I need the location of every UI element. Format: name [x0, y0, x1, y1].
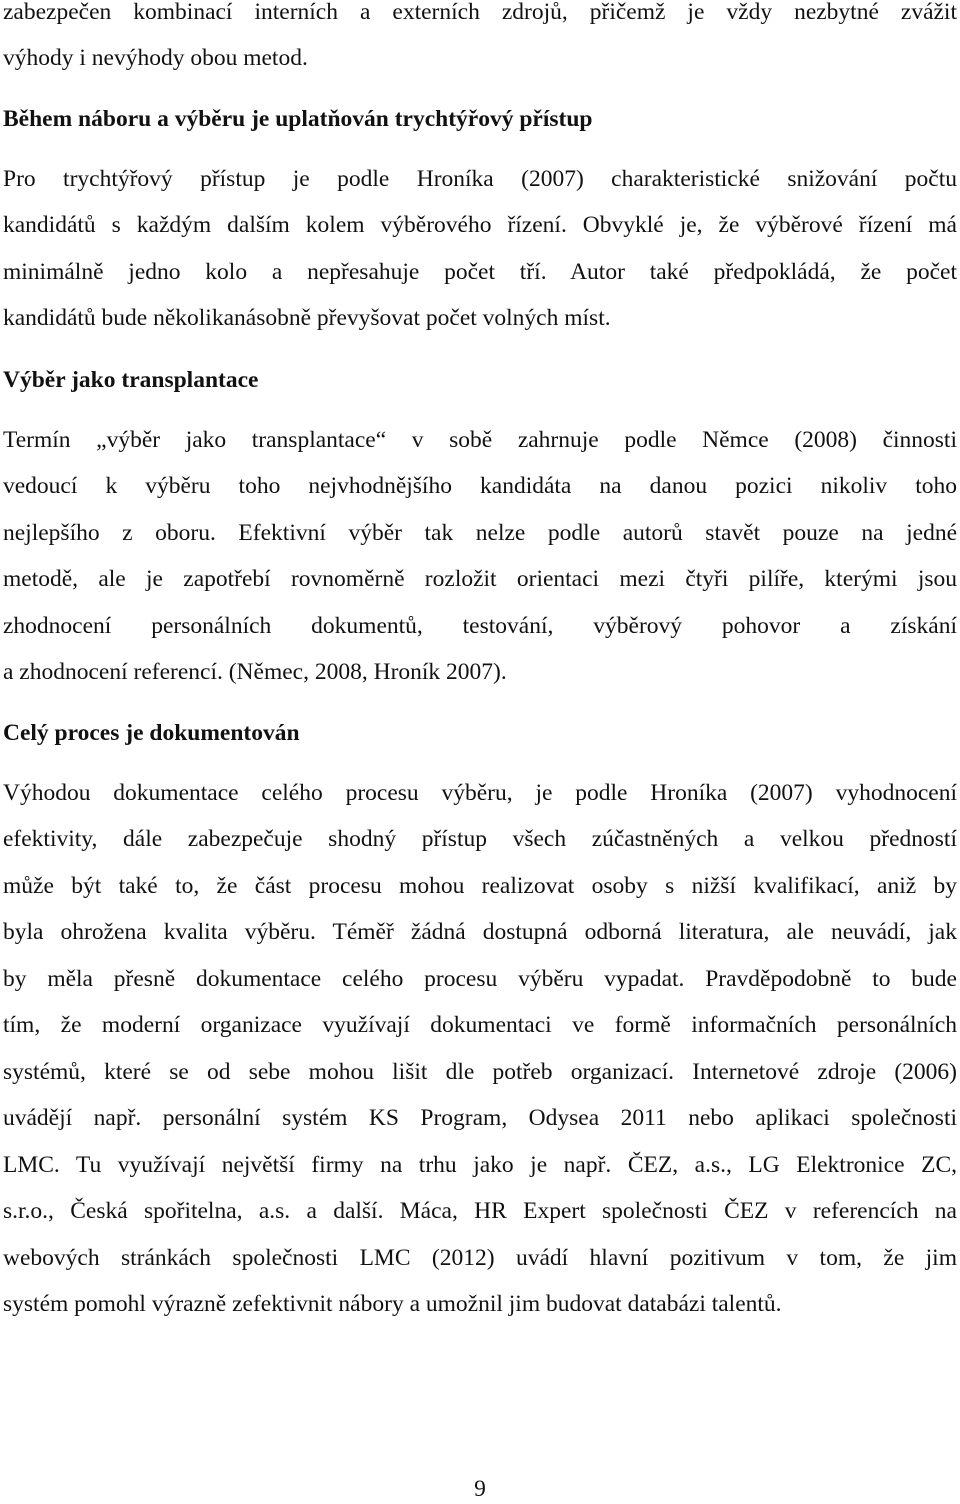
- paragraph-line: zhodnocení personálních dokumentů, testování, výběrový pohovor a získání: [3, 613, 957, 639]
- paragraph-line: vedoucí k výběru toho nejvhodnějšího kandidáta na danou pozici nikoliv toho: [3, 473, 957, 499]
- paragraph-line: Výhodou dokumentace celého procesu výběru, je podle Hroníka (2007) vyhodnocení: [3, 780, 957, 806]
- paragraph-line: nejlepšího z oboru. Efektivní výběr tak nelze podle autorů stavět pouze na jedné: [3, 520, 957, 546]
- paragraph-line: Termín „výběr jako transplantace“ v sobě zahrnuje podle Němce (2008) činnosti: [3, 427, 957, 453]
- section-heading: Výběr jako transplantace: [3, 367, 259, 393]
- paragraph-line: tím, že moderní organizace využívají dokumentaci ve formě informačních personálních: [3, 1012, 957, 1038]
- section-heading: Celý proces je dokumentován: [3, 720, 300, 746]
- paragraph-line: systémů, které se od sebe mohou lišit dle potřeb organizací. Internetové zdroje (2006): [3, 1059, 957, 1085]
- paragraph-line: Pro trychtýřový přístup je podle Hroníka (2007) charakteristické snižování počtu: [3, 166, 957, 192]
- section-heading: Během náboru a výběru je uplatňován trychtýřový přístup: [3, 106, 593, 132]
- paragraph-line: webových stránkách společnosti LMC (2012) uvádí hlavní pozitivum v tom, že jim: [3, 1245, 957, 1271]
- paragraph-line: byla ohrožena kvalita výběru. Téměř žádná dostupná odborná literatura, ale neuvádí, jak: [3, 919, 957, 945]
- paragraph-line: kandidátů s každým dalším kolem výběrového řízení. Obvyklé je, že výběrové řízení má: [3, 212, 957, 238]
- paragraph-line: zabezpečen kombinací interních a externích zdrojů, přičemž je vždy nezbytné zvážit: [3, 0, 957, 25]
- paragraph-line: uvádějí např. personální systém KS Program, Odysea 2011 nebo aplikaci společnosti: [3, 1105, 957, 1131]
- paragraph-line: může být také to, že část procesu mohou realizovat osoby s nižší kvalifikací, aniž by: [3, 873, 957, 899]
- paragraph-line: efektivity, dále zabezpečuje shodný přístup všech zúčastněných a velkou předností: [3, 826, 957, 852]
- paragraph-line: a zhodnocení referencí. (Němec, 2008, Hroník 2007).: [3, 659, 507, 685]
- paragraph-line: metodě, ale je zapotřebí rovnoměrně rozložit orientaci mezi čtyři pilíře, kterými jsou: [3, 566, 957, 592]
- page-number: 9: [474, 1476, 486, 1502]
- paragraph-line: výhody i nevýhody obou metod.: [3, 45, 308, 71]
- paragraph-line: s.r.o., Česká spořitelna, a.s. a další. Máca, HR Expert společnosti ČEZ v referencích na: [3, 1198, 957, 1224]
- paragraph-line: minimálně jedno kolo a nepřesahuje počet tří. Autor také předpokládá, že počet: [3, 259, 957, 285]
- paragraph-line: systém pomohl výrazně zefektivnit nábory a umožnil jim budovat databázi talentů.: [3, 1291, 782, 1317]
- paragraph-line: kandidátů bude několikanásobně převyšovat počet volných míst.: [3, 305, 611, 331]
- paragraph-line: by měla přesně dokumentace celého procesu výběru vypadat. Pravděpodobně to bude: [3, 966, 957, 992]
- paragraph-line: LMC. Tu využívají největší firmy na trhu jako je např. ČEZ, a.s., LG Elektronice ZC,: [3, 1152, 957, 1178]
